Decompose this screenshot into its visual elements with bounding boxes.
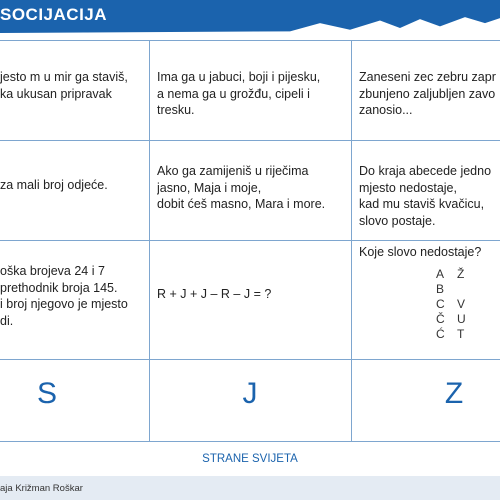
- clue-cell-r1c1: [0, 69, 148, 102]
- clue-line: kad mu staviš kvačicu,: [359, 197, 485, 211]
- letter: [457, 282, 466, 297]
- clue-line: mjesto nedostaje,: [359, 180, 457, 195]
- grid-divider: [0, 359, 500, 360]
- clue-line: za mali broj odjeće.: [0, 178, 108, 192]
- clue-line: zanosio...: [359, 103, 413, 117]
- grid-divider: [0, 140, 500, 141]
- clue-cell-r1c3: [359, 69, 500, 119]
- clue-cell-r3c1: [0, 263, 148, 329]
- clue-cell-r3c2: [157, 286, 349, 303]
- clue-line: Zaneseni zec zebru zapr: [359, 70, 496, 84]
- letter: C: [436, 297, 445, 311]
- clue-line: a nema ga u grožđu, cipeli i: [157, 86, 310, 101]
- grid-divider: [149, 41, 150, 441]
- letter: Ć: [436, 327, 445, 341]
- clue-line: jesto m u mir ga staviš,: [0, 70, 128, 84]
- letter: T: [457, 327, 465, 341]
- clue-line: tresku.: [157, 103, 195, 117]
- letter: Č: [436, 312, 445, 326]
- letter: U: [457, 312, 466, 326]
- letter: B: [436, 282, 445, 296]
- grid-divider: [0, 240, 500, 241]
- clue-line: ka ukusan pripravak: [0, 86, 112, 101]
- grid-divider: [351, 41, 352, 441]
- answer-letter-2: J: [242, 377, 258, 410]
- clue-cell-r3c3: [359, 244, 500, 261]
- clue-cell-r1c2: [157, 69, 349, 119]
- solution-label: STRANE SVIJETA: [202, 453, 298, 465]
- clue-line: jasno, Maja i moje,: [157, 180, 262, 195]
- answer-letter-1: S: [36, 377, 57, 410]
- letter: V: [457, 297, 466, 311]
- letter: Ž: [457, 267, 465, 281]
- letter-column-left: [436, 267, 445, 342]
- answer-letter-3: Z: [444, 377, 464, 410]
- clue-line: oška brojeva 24 i 7: [0, 264, 105, 278]
- clue-line: slovo postaje.: [359, 213, 436, 228]
- clue-line: di.: [0, 313, 14, 328]
- clue-line: i broj njegovo je mjesto: [0, 297, 128, 311]
- letter-column-right: [457, 267, 466, 342]
- clue-cell-r2c3: [359, 163, 500, 229]
- letter: A: [436, 267, 445, 281]
- author-credit: aja Križman Roškar: [0, 483, 83, 494]
- clue-cell-r2c2: [157, 163, 349, 213]
- clue-line: Do kraja abecede jedno: [359, 164, 492, 178]
- clue-line: Ako ga zamijeniš u riječima: [157, 164, 309, 178]
- page-title: SOCIJACIJA: [0, 5, 108, 24]
- clue-line: zbunjeno zaljubljen zavo: [359, 86, 496, 101]
- clue-line: prethodnik broja 145.: [0, 280, 118, 295]
- clue-line: Ima ga u jabuci, boji i pijesku,: [157, 70, 321, 84]
- association-grid: [0, 40, 500, 442]
- clue-cell-r2c1: [0, 177, 148, 194]
- clue-question: Koje slovo nedostaje?: [359, 245, 482, 259]
- clue-line: R + J + J – R – J = ?: [157, 287, 272, 301]
- clue-line: dobit ćeš masno, Mara i more.: [157, 197, 326, 211]
